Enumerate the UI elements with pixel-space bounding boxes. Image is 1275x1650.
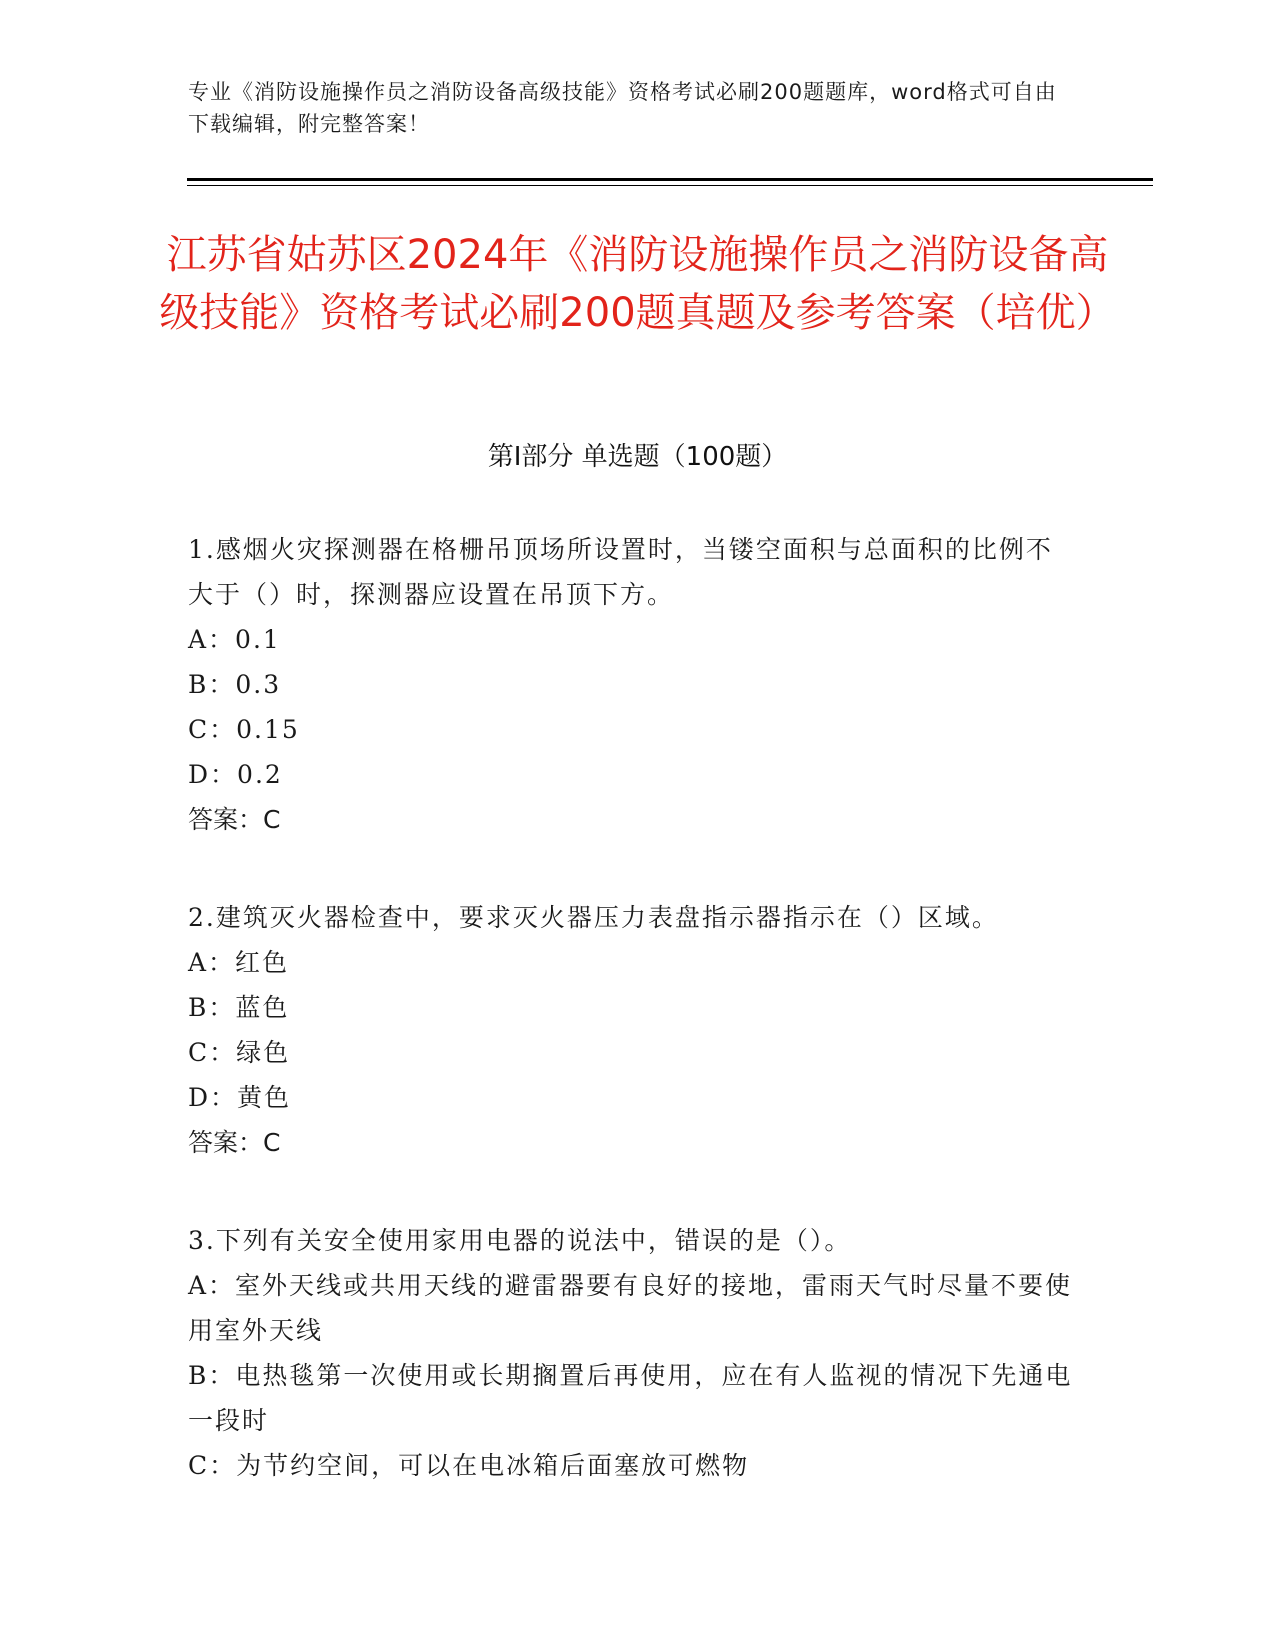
header-rule-thin (187, 185, 1153, 186)
document-title: 江苏省姑苏区2024年《消防设施操作员之消防设备高级技能》资格考试必刷200题真题及参考答案（培优） (159, 232, 1116, 336)
header-rule-thick (187, 178, 1153, 181)
question-item (188, 895, 1078, 1165)
option-b: B：蓝色 (188, 993, 290, 1022)
option-a: A：0.1 (188, 625, 281, 654)
question-item (188, 1218, 1078, 1488)
option-d: D：黄色 (188, 1083, 292, 1112)
question-item (188, 527, 1078, 842)
option-a: A：红色 (188, 948, 290, 977)
section-heading: 第Ⅰ部分 单选题（100题） (487, 442, 788, 472)
option-b: B：0.3 (188, 670, 282, 699)
header-note: 专业《消防设施操作员之消防设备高级技能》资格考试必刷200题题库，word格式可自由下载编辑，附完整答案！ (188, 80, 1057, 136)
question-stem: 1.感烟火灾探测器在格栅吊顶场所设置时，当镂空面积与总面积的比例不大于（）时，探测器应设置在吊顶下方。 (188, 535, 1053, 609)
option-c: C：为节约空间，可以在电冰箱后面塞放可燃物 (188, 1451, 750, 1480)
option-c: C：绿色 (188, 1038, 291, 1067)
option-d: D：0.2 (188, 760, 283, 789)
answer: 答案：C (188, 1128, 281, 1157)
question-list (188, 527, 1078, 1541)
answer: 答案：C (188, 805, 281, 834)
option-c: C：0.15 (188, 715, 300, 744)
option-b: B：电热毯第一次使用或长期搁置后再使用，应在有人监视的情况下先通电一段时 (188, 1361, 1073, 1435)
question-stem: 3.下列有关安全使用家用电器的说法中，错误的是（）。 (188, 1226, 852, 1255)
question-stem: 2.建筑灭火器检查中，要求灭火器压力表盘指示器指示在（）区域。 (188, 903, 999, 932)
option-a: A：室外天线或共用天线的避雷器要有良好的接地，雷雨天气时尽量不要使用室外天线 (188, 1271, 1073, 1345)
